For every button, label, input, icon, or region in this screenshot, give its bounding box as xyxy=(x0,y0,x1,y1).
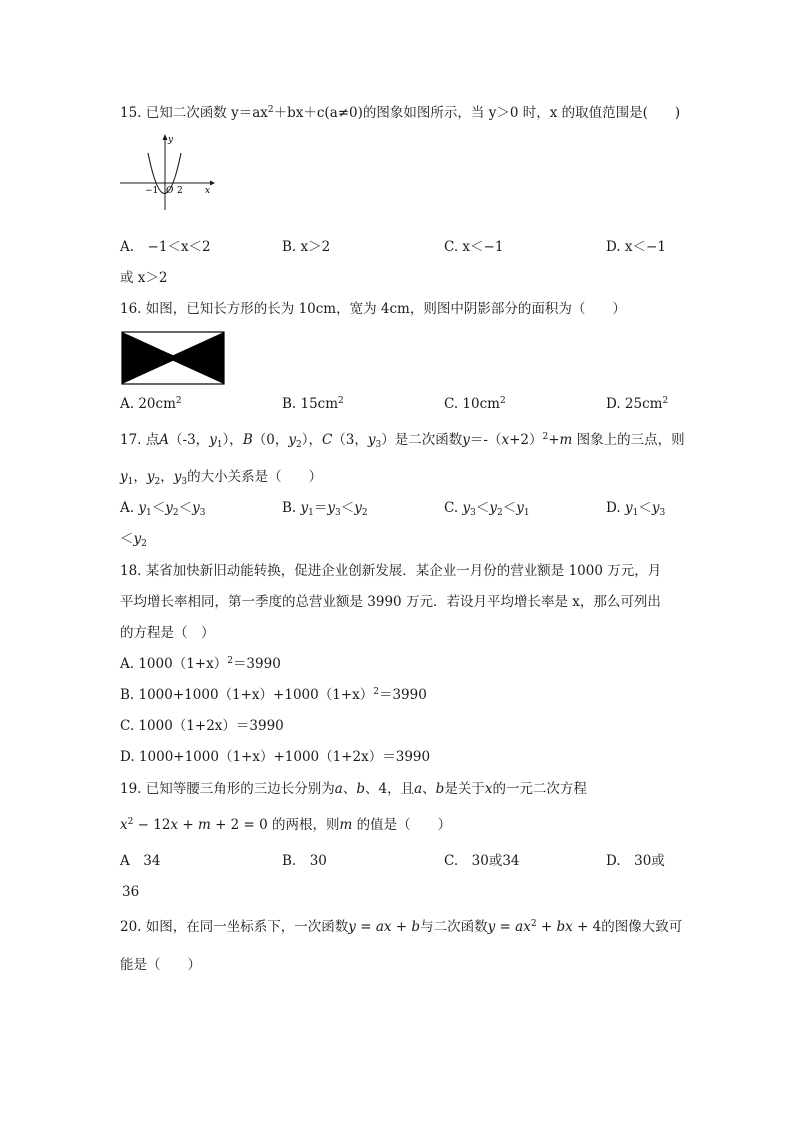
question-16-stem: 16. 如图，已知长方形的长为 10cm，宽为 4cm，则图中阴影部分的面积为（ ） xyxy=(120,301,626,317)
option-c[interactable]: C. 30或34 xyxy=(444,853,520,869)
question-18-stem-line2: 平均增长率相同，第一季度的总营业额是 3990 万元．若设月平均增长率是 x，那么可列出 xyxy=(120,594,661,610)
option-d[interactable]: D. x＜−1 xyxy=(606,239,666,255)
option-b[interactable]: B. x＞2 xyxy=(282,239,331,255)
question-number: 16. xyxy=(120,301,142,317)
option-b[interactable]: B. $15cm^2$ xyxy=(282,396,344,412)
option-d[interactable]: D. 1000+1000（1+x）+1000（1+2x）＝3990 xyxy=(120,749,431,765)
option-a[interactable]: A 34 xyxy=(120,853,161,869)
question-17-stem-line1: 17. 点A（-3，$y_1$），B（0，$y_2$），C（3，$y_3$）是二次函数$y=-(x+2)^2+m$ 图象上的三点，则 xyxy=(120,432,685,450)
root-left-label: −1 xyxy=(145,186,159,196)
option-c[interactable]: C. 1000（1+2x）＝3990 xyxy=(120,718,284,734)
question-19-stem-line1: 19. 已知等腰三角形的三边长分别为a、b、4，且a、b是关于x的一元二次方程 xyxy=(120,781,587,797)
option-c[interactable]: C. x＜−1 xyxy=(444,239,504,255)
question-19-stem-line2: $x^2 - 12x + m + 2 = 0$ 的两根，则m 的值是（ ） xyxy=(120,817,452,833)
question-18-stem-line1: 18. 某省加快新旧动能转换，促进企业创新发展．某企业一月份的营业额是 1000 万元，月 xyxy=(120,563,662,579)
root-right-label: 2 xyxy=(177,186,183,196)
question-number: 15. xyxy=(120,105,142,121)
x-axis-arrow xyxy=(210,181,215,186)
question-number: 17. xyxy=(120,432,142,448)
question-18-stem-line3: 的方程是（ ） xyxy=(120,625,215,641)
question-15-stem: 15. 已知二次函数 $y=ax^2+bx+c(a\ne 0)$的图象如图所示，当 y＞0 时，x 的取值范围是( ) xyxy=(120,105,681,121)
option-d-continued: 或 x＞2 xyxy=(120,270,168,286)
axis-y-label: y xyxy=(168,135,174,145)
option-d-continued: $<y_2$ xyxy=(120,531,147,549)
option-a[interactable]: A. $y_1<y_2<y_3$ xyxy=(120,500,206,518)
question-17-stem-line2: $y_1$，$y_2$，$y_3$的大小关系是（ ） xyxy=(120,469,323,487)
option-b[interactable]: B. $1000+1000(1+x)+1000(1+x)^2=3990$ xyxy=(120,687,427,703)
question-20-stem-line1: 20. 如图，在同一坐标系下，一次函数y = ax + b与二次函数$y = ax^2$ + bx + 4的图像大致可 xyxy=(120,919,683,935)
option-a[interactable]: A. $1000(1+x)^2=3990$ xyxy=(120,656,281,672)
option-d[interactable]: D. $25cm^2$ xyxy=(606,396,669,412)
option-c[interactable]: C. $10cm^2$ xyxy=(444,396,506,412)
option-b[interactable]: B. 30 xyxy=(282,853,327,869)
option-d[interactable]: D. 30或 xyxy=(606,853,665,869)
question-20-stem-line2: 能是（ ） xyxy=(120,957,201,973)
question-number: 19. xyxy=(120,781,142,797)
rectangle-figure xyxy=(121,331,225,385)
option-c[interactable]: C. $y_3<y_2<y_1$ xyxy=(444,500,530,518)
option-b[interactable]: B. $y_1=y_3<y_2$ xyxy=(282,500,368,518)
origin-label: O xyxy=(166,186,174,196)
parabola-figure xyxy=(118,132,218,212)
option-d[interactable]: D. $y_1<y_3$ xyxy=(606,500,666,518)
option-d-continued: 36 xyxy=(122,884,140,900)
question-number: 18. xyxy=(120,563,142,579)
axis-x-label: x xyxy=(205,186,211,196)
question-number: 20. xyxy=(120,919,142,935)
option-a[interactable]: A. −1＜x＜2 xyxy=(120,239,211,255)
option-a[interactable]: A. $20cm^2$ xyxy=(120,396,182,412)
y-axis-arrow xyxy=(163,134,168,140)
